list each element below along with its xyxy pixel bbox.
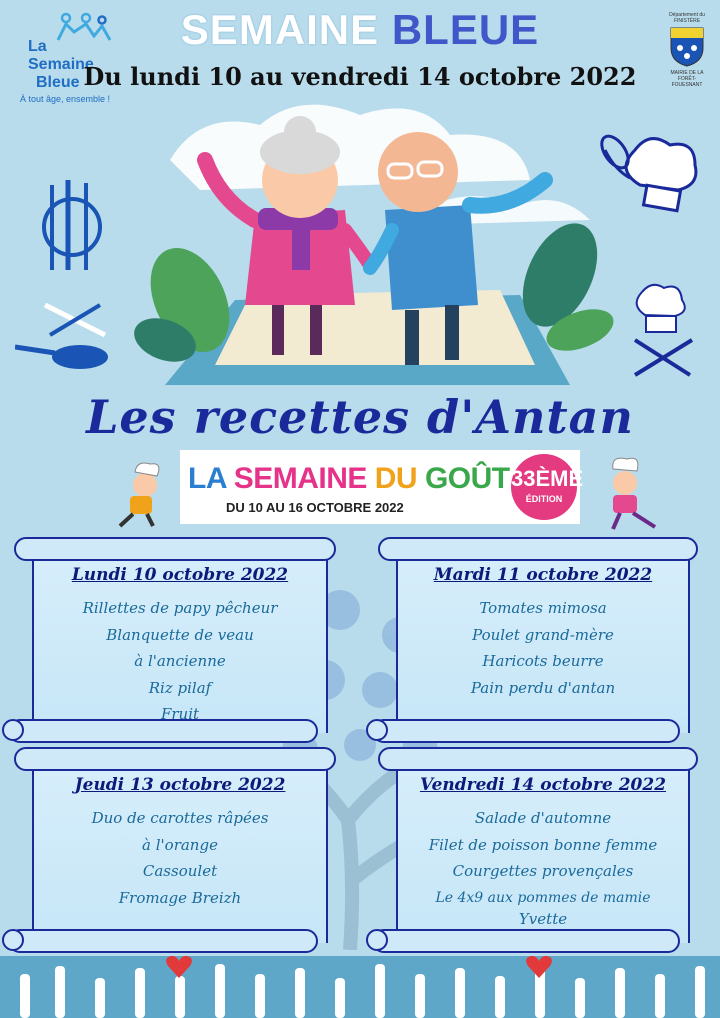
chef-hat-whisk-icon [600, 130, 705, 225]
menu-item: Le 4x9 aux pommes de mamie [435, 889, 651, 906]
menu-item: Cassoulet [142, 862, 218, 880]
crest-top-text: Département du FINISTÈRE [669, 12, 705, 24]
menu-item: Fromage Breizh [118, 888, 242, 907]
menu-item: Yvette [518, 910, 568, 928]
logo-line-2: Semaine [28, 56, 94, 73]
title-word-semaine: SEMAINE [180, 6, 380, 53]
edition-label: ÉDITION [525, 494, 563, 504]
municipal-crest [663, 12, 711, 88]
raised-hands-band [0, 956, 720, 1018]
menu-item: Pain perdu d'antan [470, 678, 616, 697]
scroll-curl [366, 929, 388, 951]
fork-plate-knife-icon [30, 175, 110, 275]
menu-item: Courgettes provençales [452, 862, 634, 880]
heart-icon [525, 954, 553, 980]
semaine-du-gout-banner [180, 450, 584, 524]
scroll-curl [366, 719, 388, 741]
menu-panel-vendredi [372, 745, 690, 953]
menu-item: Fruit [160, 705, 200, 723]
gout-word-la: LA [188, 462, 226, 495]
menu-panel-jeudi [8, 745, 328, 953]
title-word-bleue: BLEUE [391, 6, 540, 53]
menu-day-title: Lundi 10 octobre 2022 [71, 565, 289, 585]
scroll-curl [2, 929, 24, 951]
scroll-curl [2, 719, 24, 741]
gout-word-semaine: SEMAINE [233, 462, 367, 495]
gout-dates: DU 10 AU 16 OCTOBRE 2022 [226, 500, 404, 515]
knife-fork-icon [40, 300, 110, 340]
logo-tagline: À tout âge, ensemble ! [20, 94, 111, 104]
edition-number: 33ÈME [511, 466, 584, 491]
edition-badge [511, 454, 584, 520]
menu-item: Poulet grand-mère [472, 625, 614, 644]
crossed-cutlery-icon [630, 335, 700, 380]
logo-line-1: La [28, 38, 47, 55]
menu-item: Riz pilaf [148, 678, 212, 697]
menu-theme-title: Les recettes d'Antan [86, 390, 634, 444]
menu-item: Tomates mimosa [479, 599, 607, 617]
chef-kid-right-icon [595, 455, 675, 535]
menu-item: à l'ancienne [134, 652, 226, 670]
frying-pan-icon [15, 335, 110, 375]
gout-title [188, 462, 510, 496]
chef-hat-icon [630, 280, 690, 340]
gout-word-gout: GOÛT [424, 462, 510, 495]
crest-bottom-text: MAIRIE DE LA FORÊT-FOUESNANT [670, 70, 704, 88]
menu-item: Blanquette de veau [106, 625, 254, 644]
menu-panel-lundi [8, 535, 328, 743]
menu-item: Salade d'automne [474, 809, 612, 827]
heart-icon [165, 954, 193, 980]
menu-day-title: Jeudi 13 octobre 2022 [74, 775, 286, 795]
menu-item: Rillettes de papy pêcheur [82, 599, 278, 617]
raised-hands-icon [0, 956, 720, 1018]
menu-item: à l'orange [142, 835, 218, 854]
gout-word-du: DU [374, 462, 418, 495]
logo-line-3: Bleue [36, 74, 80, 91]
event-dates: Du lundi 10 au vendredi 14 octobre 2022 [83, 62, 637, 91]
page-title [0, 6, 720, 54]
menu-day-title: Vendredi 14 octobre 2022 [419, 775, 667, 795]
coat-of-arms-icon [669, 26, 705, 68]
menu-item: Filet de poisson bonne femme [428, 835, 658, 854]
menu-item: Duo de carottes râpées [91, 809, 269, 827]
menu-day-title: Mardi 11 octobre 2022 [433, 565, 653, 585]
menu-item: Haricots beurre [482, 652, 604, 670]
menu-panel-mardi [372, 535, 690, 743]
chef-kid-left-icon [105, 460, 175, 530]
